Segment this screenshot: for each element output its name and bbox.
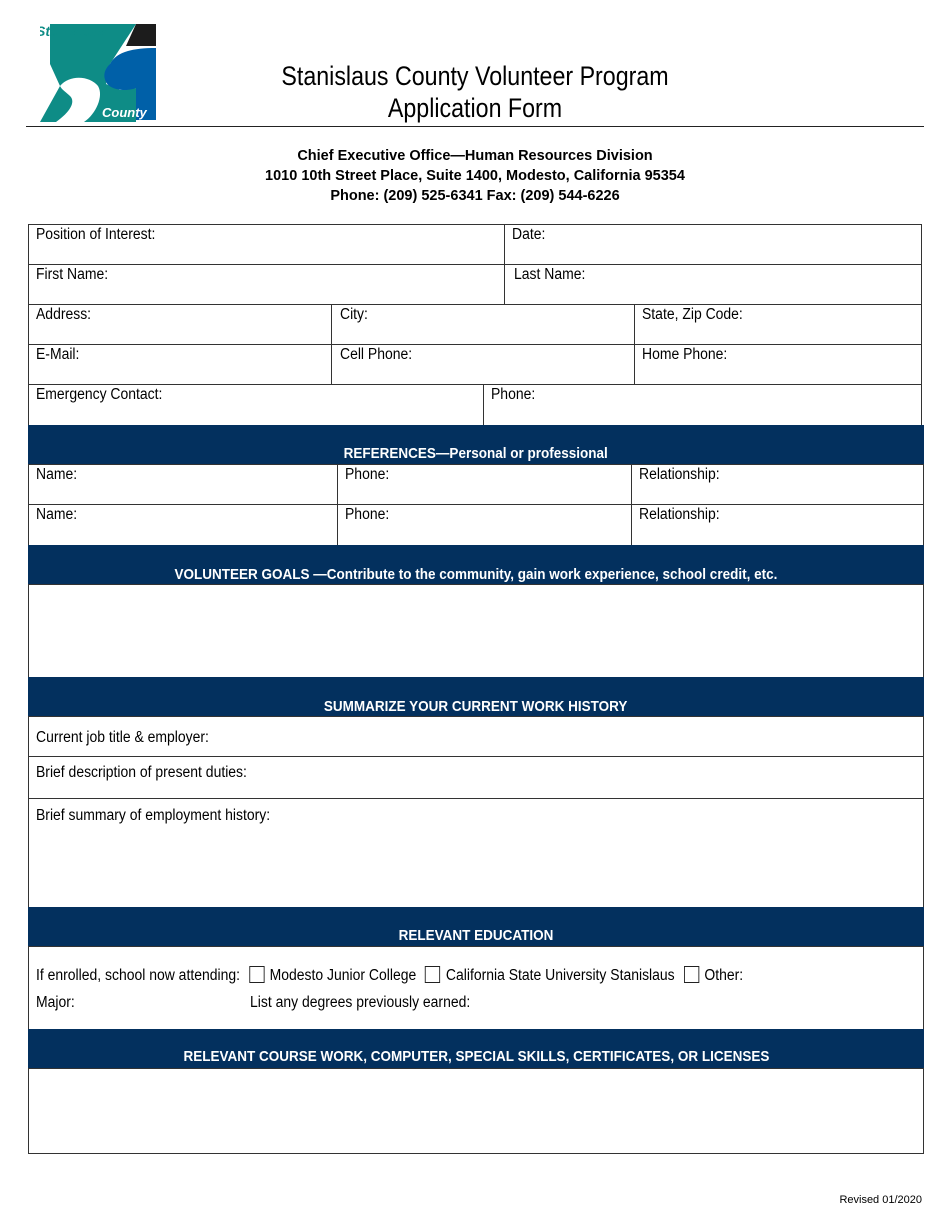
education-section xyxy=(28,946,924,1030)
emergency-contact-field[interactable]: Emergency Contact: xyxy=(36,386,163,403)
skills-header: RELEVANT COURSE WORK, COMPUTER, SPECIAL SKILLS, CERTIFICATES, OR LICENSES xyxy=(28,1029,924,1069)
relevant-education-header: RELEVANT EDUCATION xyxy=(28,907,924,947)
cell-phone-field[interactable]: Cell Phone: xyxy=(340,346,413,363)
current-job-field[interactable]: Current job title & employer: xyxy=(36,729,209,746)
school-attending-row xyxy=(36,966,743,985)
degrees-earned-field[interactable]: List any degrees previously earned: xyxy=(250,994,471,1011)
modesto-junior-college-label: Modesto Junior College xyxy=(269,967,417,984)
title-line-1: Stanislaus County Volunteer Program xyxy=(281,61,669,91)
home-phone-field[interactable]: Home Phone: xyxy=(642,346,728,363)
first-name-field[interactable]: First Name: xyxy=(36,266,109,283)
email-field[interactable]: E-Mail: xyxy=(36,346,80,363)
other-school-checkbox[interactable] xyxy=(684,966,699,983)
reference-1-relationship-field[interactable]: Relationship: xyxy=(639,466,720,483)
reference-2-phone-field[interactable]: Phone: xyxy=(345,506,390,523)
date-field[interactable]: Date: xyxy=(512,226,546,243)
reference-1-phone-field[interactable]: Phone: xyxy=(345,466,390,483)
major-field[interactable]: Major: xyxy=(36,994,75,1011)
reference-2-name-field[interactable]: Name: xyxy=(36,506,78,523)
logo-top-text: Stanislaus xyxy=(40,24,107,39)
office-address: 1010 10th Street Place, Suite 1400, Modesto, California 95354 xyxy=(265,168,685,184)
csu-stanislaus-checkbox[interactable] xyxy=(425,966,440,983)
position-of-interest-field[interactable]: Position of Interest: xyxy=(36,226,156,243)
references-section xyxy=(28,464,924,546)
employment-history-field[interactable]: Brief summary of employment history: xyxy=(36,807,271,824)
csu-stanislaus-label: California State University Stanislaus xyxy=(445,967,675,984)
skills-textarea[interactable] xyxy=(28,1068,924,1154)
title-line-2: Application Form xyxy=(387,93,563,123)
work-history-header: SUMMARIZE YOUR CURRENT WORK HISTORY xyxy=(28,677,924,717)
emergency-phone-field[interactable]: Phone: xyxy=(491,386,536,403)
county-logo xyxy=(40,24,156,122)
office-phone-fax: Phone: (209) 525-6341 Fax: (209) 544-6226 xyxy=(330,188,620,204)
address-field[interactable]: Address: xyxy=(36,306,92,323)
present-duties-field[interactable]: Brief description of present duties: xyxy=(36,764,247,781)
volunteer-goals-header: VOLUNTEER GOALS —Contribute to the community, gain work experience, school credit, etc. xyxy=(28,545,924,585)
other-school-label: Other: xyxy=(704,967,744,984)
last-name-field[interactable]: Last Name: xyxy=(514,266,586,283)
volunteer-goals-textarea[interactable] xyxy=(28,584,924,678)
header-divider xyxy=(26,126,924,127)
reference-1-name-field[interactable]: Name: xyxy=(36,466,78,483)
references-header: REFERENCES—Personal or professional xyxy=(28,425,924,465)
modesto-junior-college-checkbox[interactable] xyxy=(249,966,264,983)
office-name: Chief Executive Office—Human Resources Division xyxy=(297,148,653,164)
city-field[interactable]: City: xyxy=(340,306,368,323)
school-attending-label: If enrolled, school now attending: xyxy=(36,967,240,984)
revised-date: Revised 01/2020 xyxy=(839,1194,922,1206)
state-zip-field[interactable]: State, Zip Code: xyxy=(642,306,743,323)
reference-2-relationship-field[interactable]: Relationship: xyxy=(639,506,720,523)
logo-bottom-text: County xyxy=(102,105,147,120)
